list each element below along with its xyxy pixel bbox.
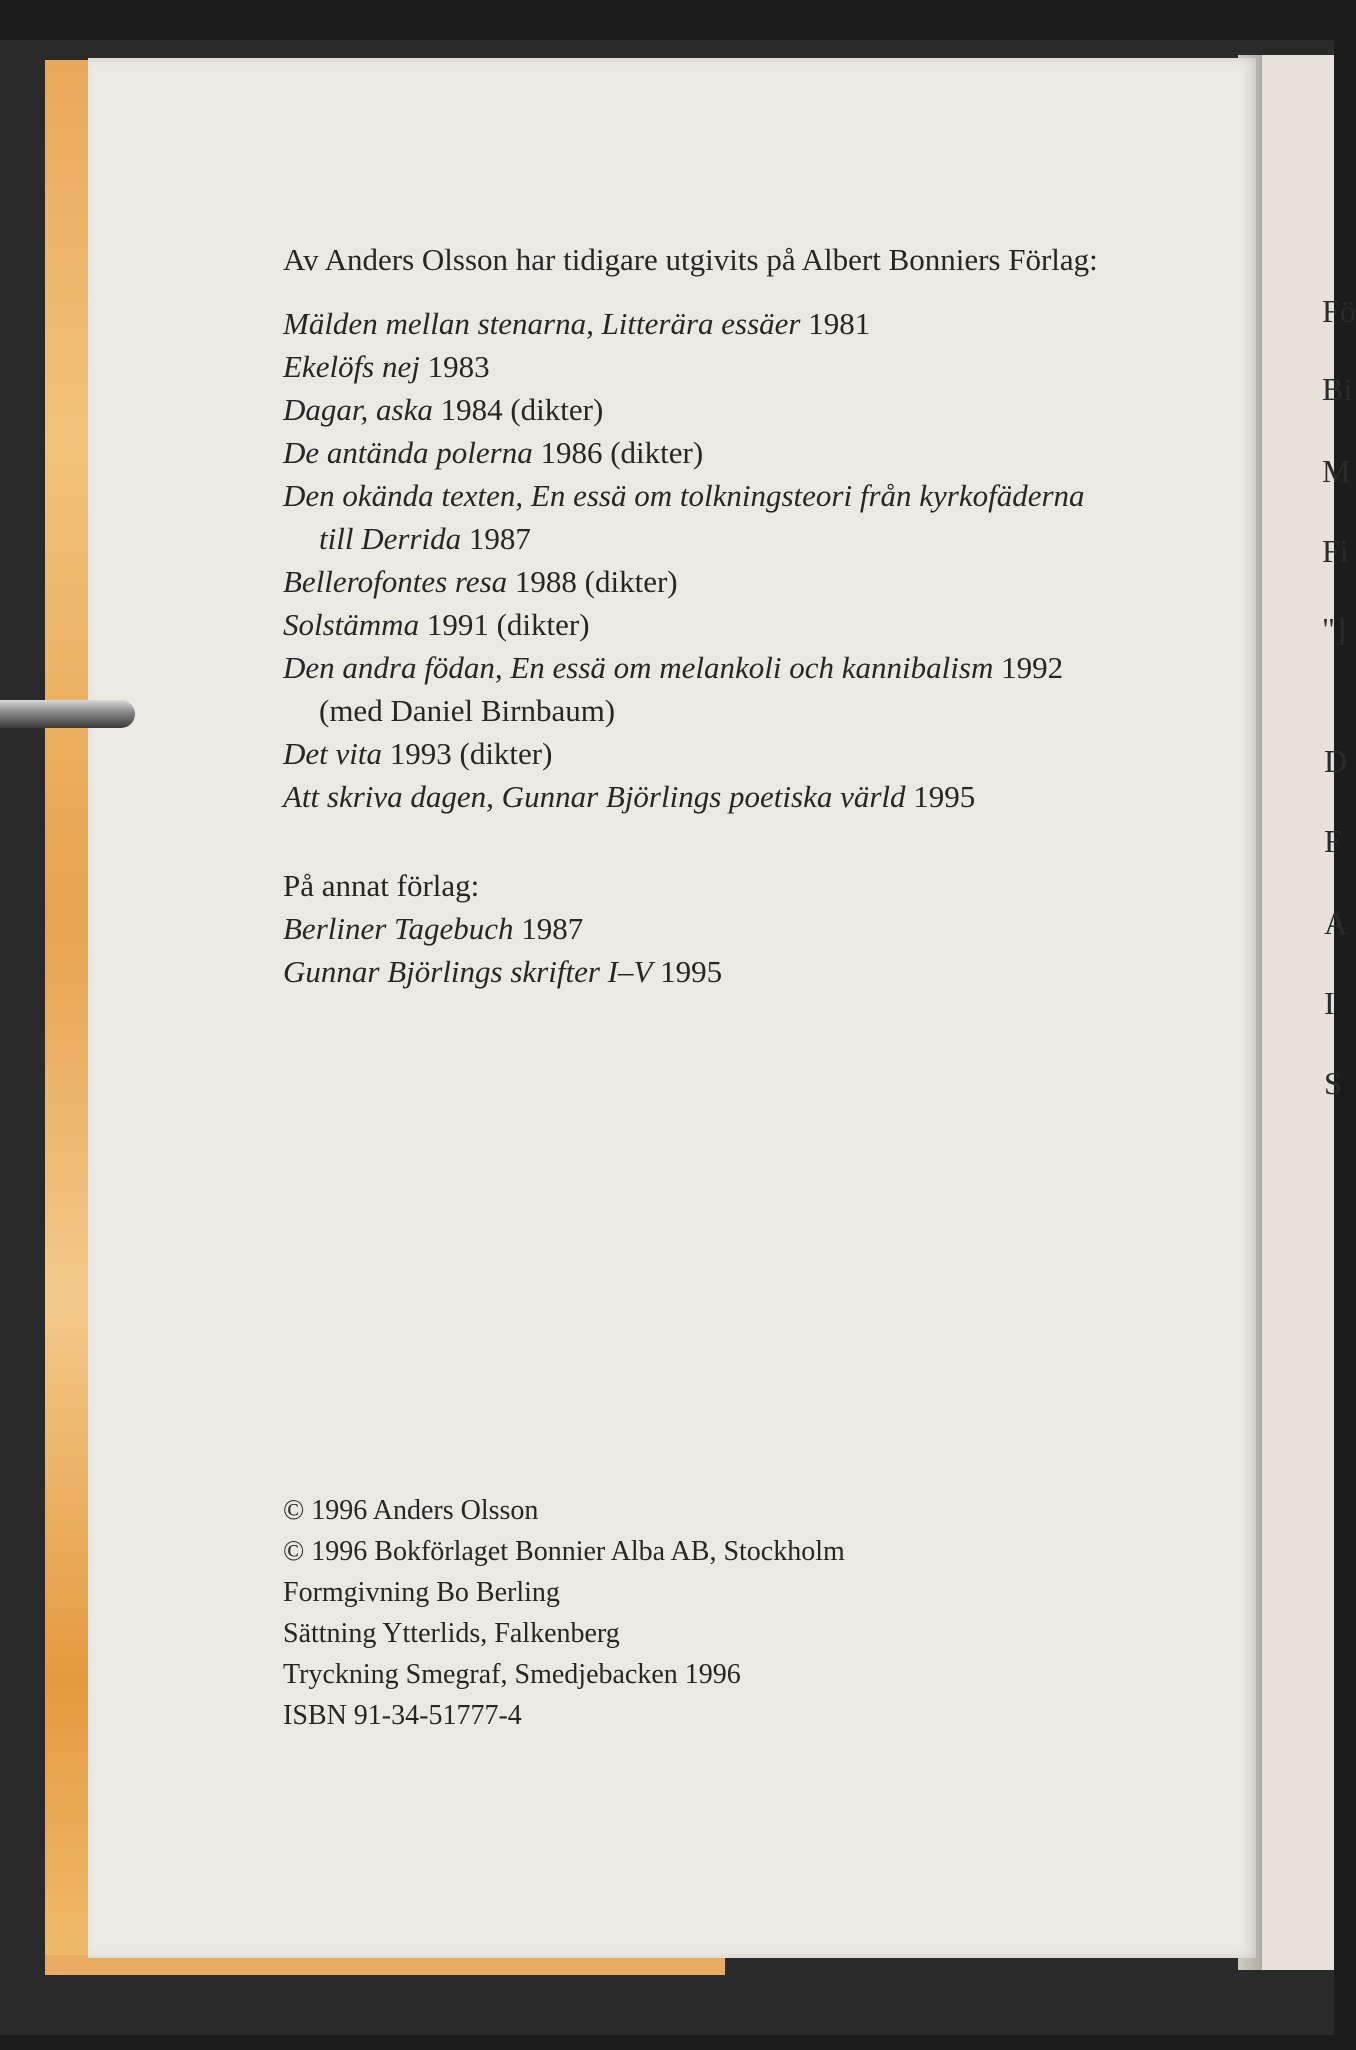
list-item [283,566,678,597]
list-item-continuation [319,695,615,726]
work-title: Den okända texten, En essä om tolkningsteori från kyrkofäderna [283,478,1085,513]
list-item [283,956,722,987]
colophon-line: Formgivning Bo Berling [283,1577,560,1608]
work-title: Solstämma [283,607,420,642]
list-item [283,738,552,769]
facing-page [1262,55,1356,1970]
list-item [283,437,703,468]
facing-fragment: D [1324,743,1348,779]
intro-line: Av Anders Olsson har tidigare utgivits på Albert Bonniers Förlag: [283,242,1098,277]
work-year: 1993 [389,736,452,771]
work-title: Dagar, aska [283,392,433,427]
work-title: Mälden mellan stenarna, Litterära essäer [283,306,801,341]
list-item [283,652,1063,683]
facing-fragment: F [1324,823,1342,859]
page-clip [0,700,135,728]
list-item-continuation [319,523,531,554]
work-year: 1986 [540,435,603,470]
colophon-line: © 1996 Anders Olsson [283,1495,539,1526]
work-title: Gunnar Björlings skrifter I–V [283,954,653,989]
work-year: 1992 [1001,650,1064,685]
list-item [283,913,583,944]
work-year: 1987 [521,911,584,946]
work-year: 1995 [913,779,976,814]
work-note: (dikter) [610,435,704,470]
work-title: Det vita [283,736,382,771]
list-item [283,609,590,640]
work-year: 1984 [440,392,503,427]
list-item [283,781,975,812]
facing-fragment: M [1322,453,1351,489]
work-title: Den andra födan, En essä om melankoli och kannibalism [283,650,994,685]
list-item [283,308,870,339]
work-year: 1983 [427,349,490,384]
work-note: (dikter) [584,564,678,599]
work-year: 1991 [426,607,489,642]
work-year: 1988 [514,564,577,599]
facing-fragment: I [1324,985,1335,1021]
work-year: 1987 [468,521,531,556]
other-publisher-heading: På annat förlag: [283,868,480,903]
isbn: ISBN 91-34-51777-4 [283,1700,522,1731]
colophon-line: © 1996 Bokförlaget Bonnier Alba AB, Stockholm [283,1536,845,1567]
facing-fragment: A [1324,905,1348,941]
facing-fragment: S [1324,1065,1342,1101]
work-title: Bellerofontes resa [283,564,508,599]
work-title-continuation: till Derrida [319,521,462,556]
work-note: (med Daniel Birnbaum) [319,693,616,728]
facing-fragment: Fö [1322,293,1356,329]
work-year: 1981 [808,306,871,341]
work-title: Ekelöfs nej [283,349,420,384]
facing-fragment: "] [1322,611,1346,647]
work-note: (dikter) [496,607,590,642]
work-note: (dikter) [510,392,604,427]
dust-jacket-bottom [45,1955,725,1975]
facing-fragment: Bi [1322,371,1353,407]
list-item [283,480,1085,511]
colophon-line: Tryckning Smegraf, Smedjebacken 1996 [283,1659,741,1690]
work-title: Berliner Tagebuch [283,911,514,946]
dust-jacket-edge [45,60,90,1965]
work-year: 1995 [660,954,723,989]
list-item [283,351,490,382]
list-item [283,394,603,425]
work-title: Att skriva dagen, Gunnar Björlings poetiska värld [283,779,906,814]
colophon-line: Sättning Ytterlids, Falkenberg [283,1618,620,1649]
facing-fragment: Fi [1322,533,1349,569]
work-title: De antända polerna [283,435,533,470]
work-note: (dikter) [459,736,553,771]
